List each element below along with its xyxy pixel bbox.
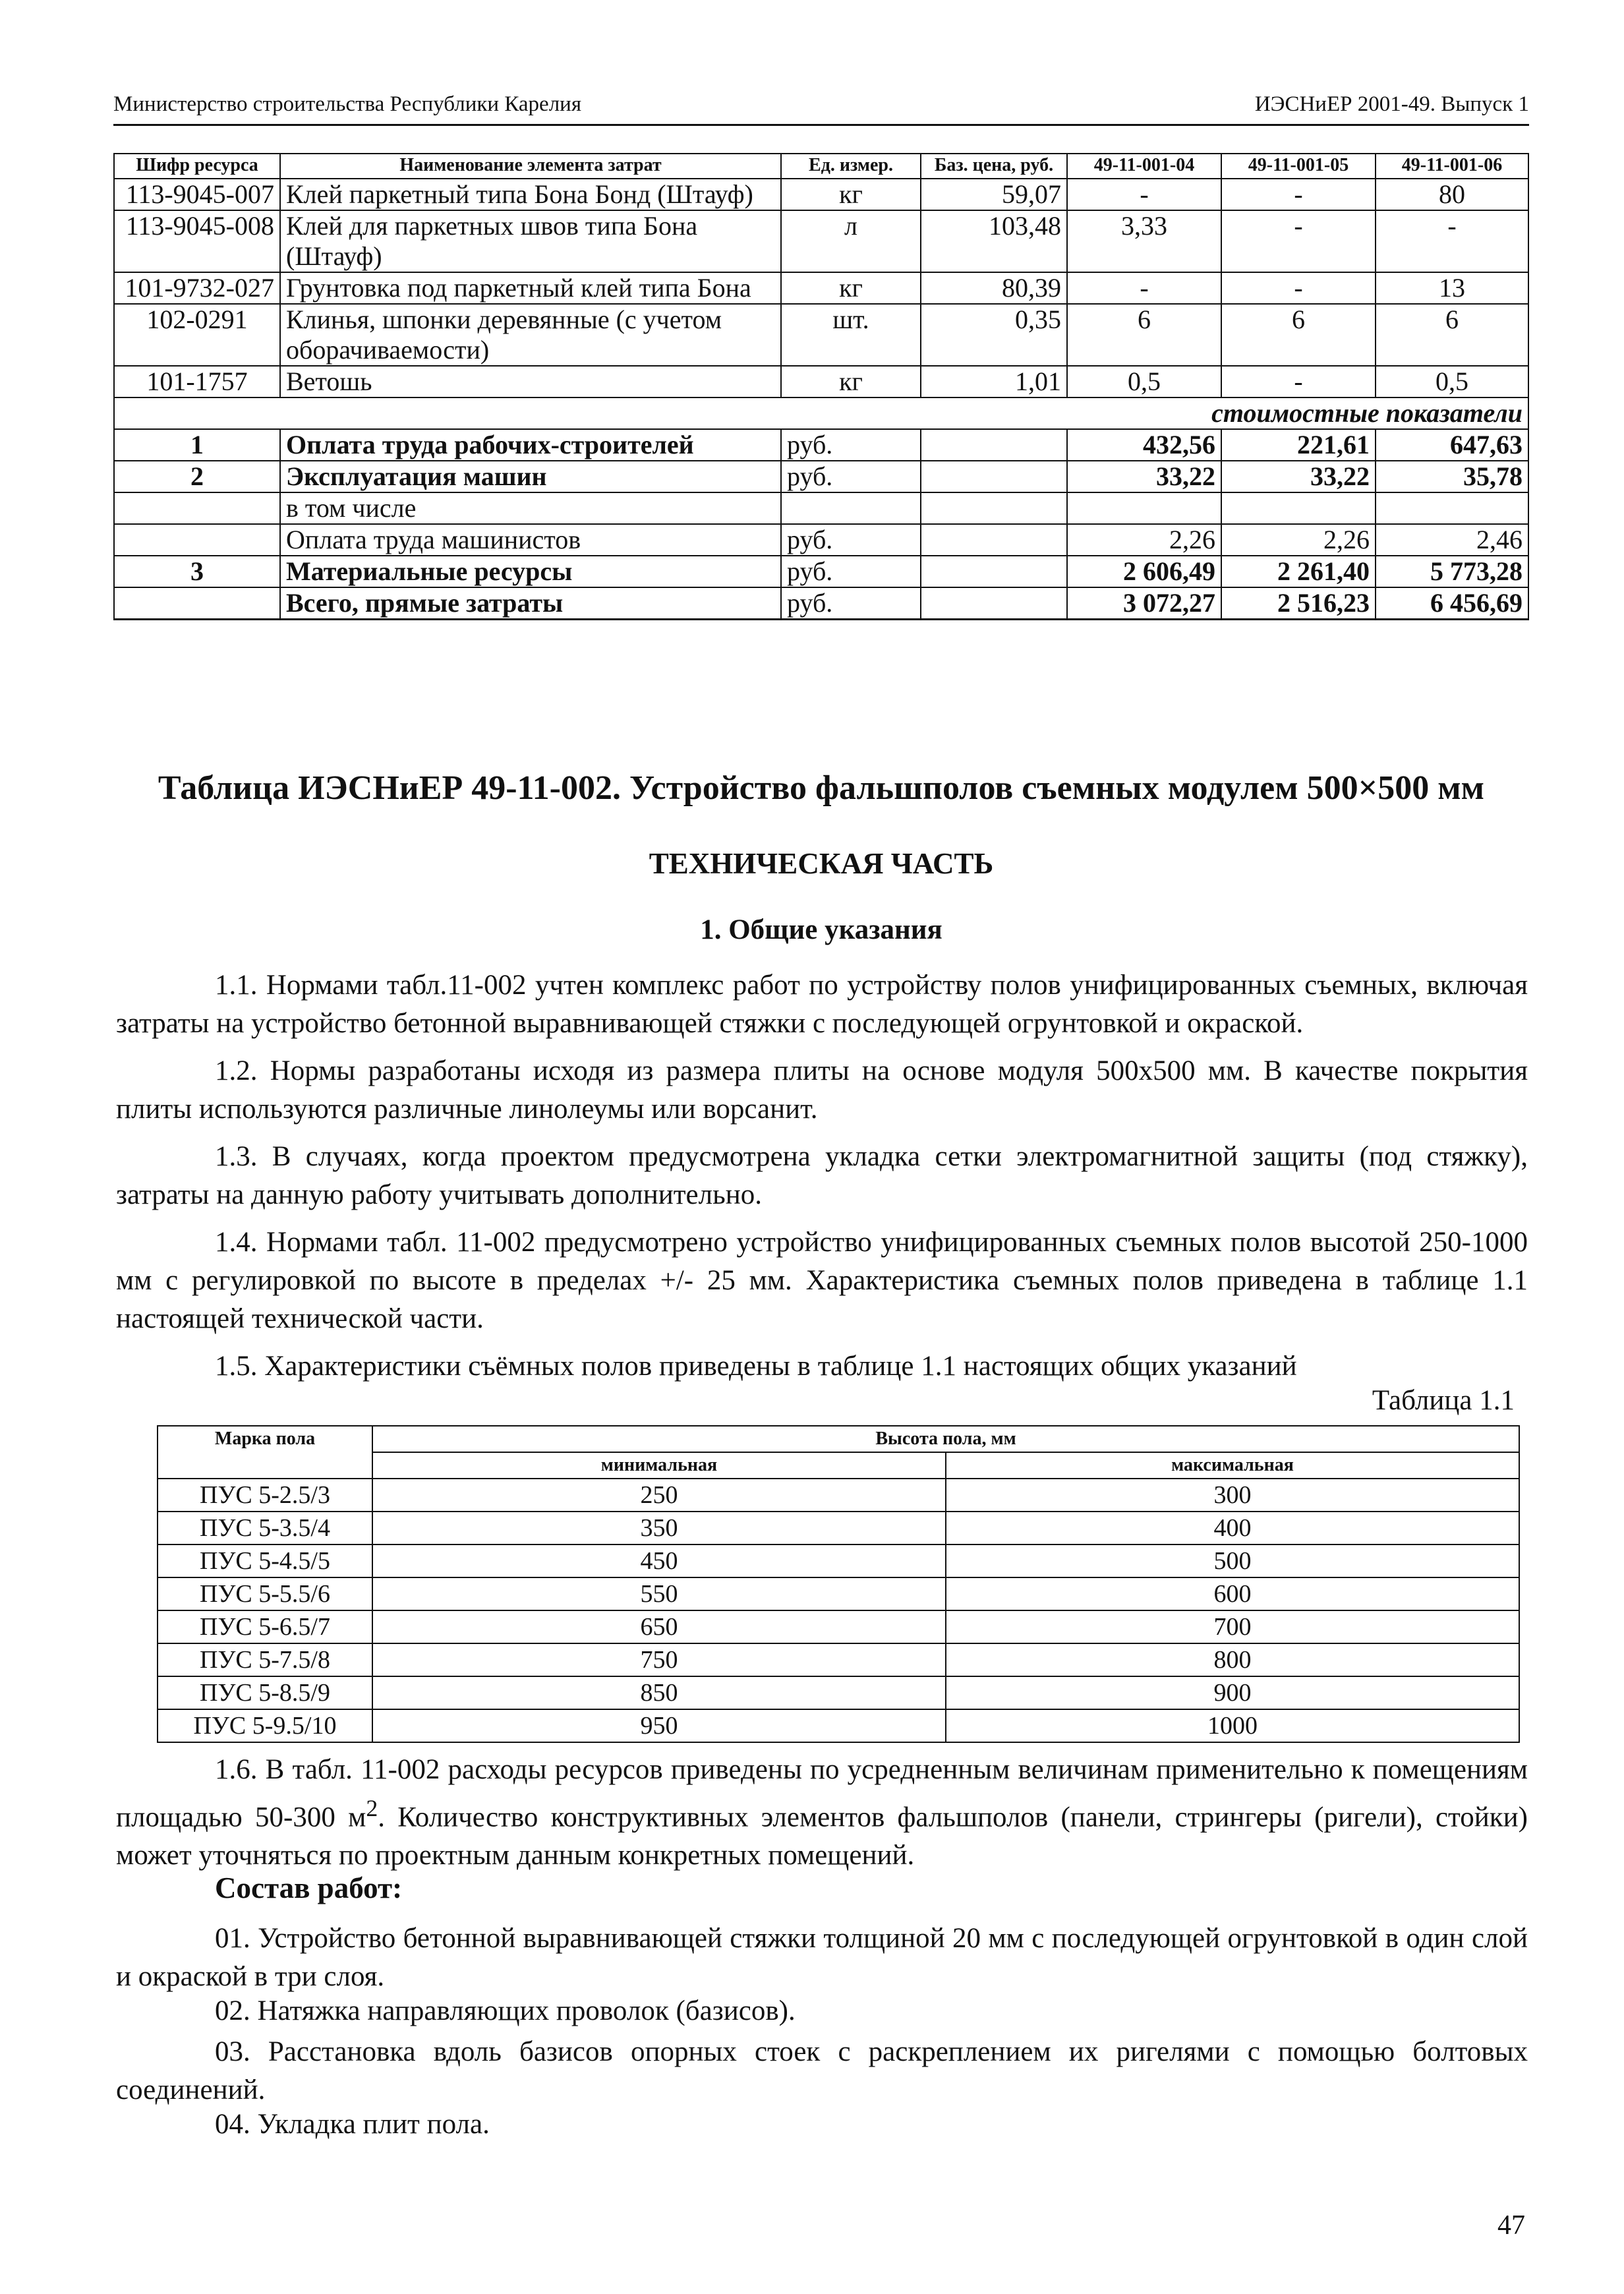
cost-value: 33,22 [1067, 461, 1221, 492]
table-row [114, 556, 1528, 587]
resource-value: - [1221, 272, 1376, 304]
resource-code: 113-9045-007 [114, 179, 280, 210]
resource-value: - [1376, 210, 1528, 272]
table-row [114, 524, 1528, 556]
cost-unit: руб. [781, 429, 921, 461]
resource-unit: кг [781, 179, 921, 210]
floor-min: 950 [372, 1709, 946, 1742]
cost-number: 1 [114, 429, 280, 461]
resource-price: 80,39 [921, 272, 1067, 304]
total-unit: руб. [781, 587, 921, 620]
cost-value: 5 773,28 [1376, 556, 1528, 587]
empty-cell [921, 492, 1067, 524]
floor-min: 450 [372, 1544, 946, 1577]
cost-name: Оплата труда машинистов [280, 524, 781, 556]
resource-unit: кг [781, 272, 921, 304]
total-value: 6 456,69 [1376, 587, 1528, 620]
table-row [158, 1676, 1519, 1709]
resource-value: 6 [1221, 304, 1376, 366]
table-caption: Таблица 1.1 [1372, 1385, 1515, 1416]
empty-cell [114, 587, 280, 620]
paragraph-1-3: 1.3. В случаях, когда проектом предусмотрена укладка сетки электромагнитной защиты (под стяжку), затраты на данную работу учитывать дополнительно. [116, 1141, 1528, 1210]
floor-max: 1000 [946, 1709, 1519, 1742]
resource-value: - [1067, 179, 1221, 210]
work-item: 01. Устройство бетонной выравнивающей стяжки толщиной 20 мм с последующей огрунтовкой в один слой и окраской в три слоя. [116, 1923, 1528, 1992]
cost-name: Эксплуатация машин [280, 461, 781, 492]
section-row [114, 397, 1528, 429]
resource-value: - [1221, 210, 1376, 272]
cost-value: 221,61 [1221, 429, 1376, 461]
col-header-height: Высота пола, мм [372, 1426, 1519, 1452]
col-header: Баз. цена, руб. [921, 154, 1067, 179]
cost-value: 2,26 [1221, 524, 1376, 556]
floor-mark: ПУС 5-2.5/3 [158, 1479, 372, 1512]
floor-table [157, 1425, 1520, 1743]
resource-name: Клей для паркетных швов типа Бона (Штауф) [280, 210, 781, 272]
table-row [114, 272, 1528, 304]
cost-value: 432,56 [1067, 429, 1221, 461]
floor-min: 850 [372, 1676, 946, 1709]
resource-price: 103,48 [921, 210, 1067, 272]
cost-value: 2,26 [1067, 524, 1221, 556]
floor-min: 750 [372, 1643, 946, 1676]
cost-name: Оплата труда рабочих-строителей [280, 429, 781, 461]
empty-cell [921, 556, 1067, 587]
table-row [114, 492, 1528, 524]
section-heading: ТЕХНИЧЕСКАЯ ЧАСТЬ [649, 847, 994, 880]
paragraph-1-1: 1.1. Нормами табл.11-002 учтен комплекс работ по устройству полов унифицированных съемных, включая затраты на устройство бетонной выравнивающей стяжки с последующей огрунтовкой и окраской. [116, 970, 1528, 1039]
resource-unit: шт. [781, 304, 921, 366]
resource-table-header [114, 154, 1528, 179]
header-ministry: Министерство строительства Республики Карелия [113, 92, 582, 116]
resource-price: 0,35 [921, 304, 1067, 366]
col-header: Наименование элемента затрат [280, 154, 781, 179]
resource-value: 0,5 [1376, 366, 1528, 397]
col-header: Шифр ресурса [114, 154, 280, 179]
table-row [114, 210, 1528, 272]
col-header: Ед. измер. [781, 154, 921, 179]
col-header: 49-11-001-04 [1067, 154, 1221, 179]
table-row [158, 1610, 1519, 1643]
floor-mark: ПУС 5-9.5/10 [158, 1709, 372, 1742]
cost-number: 3 [114, 556, 280, 587]
cost-value: 647,63 [1376, 429, 1528, 461]
total-value: 3 072,27 [1067, 587, 1221, 620]
floor-mark: ПУС 5-7.5/8 [158, 1643, 372, 1676]
resource-unit: л [781, 210, 921, 272]
table-row [158, 1544, 1519, 1577]
cost-unit: руб. [781, 556, 921, 587]
header-doc-ref: ИЭСНиЕР 2001-49. Выпуск 1 [1254, 92, 1529, 116]
cost-unit [781, 492, 921, 524]
table-row [158, 1709, 1519, 1742]
cost-value: 33,22 [1221, 461, 1376, 492]
cost-value: 2 606,49 [1067, 556, 1221, 587]
table-row [158, 1512, 1519, 1544]
resource-name: Клей паркетный типа Бона Бонд (Штауф) [280, 179, 781, 210]
cost-number [114, 524, 280, 556]
work-heading: Состав работ: [215, 1871, 403, 1904]
resource-value: 0,5 [1067, 366, 1221, 397]
resource-value: 80 [1376, 179, 1528, 210]
resource-value: - [1221, 179, 1376, 210]
empty-cell [921, 587, 1067, 620]
table-row [114, 179, 1528, 210]
table-row [114, 366, 1528, 397]
total-label: Всего, прямые затраты [280, 587, 781, 620]
table-row [114, 461, 1528, 492]
cost-number: 2 [114, 461, 280, 492]
col-header: 49-11-001-06 [1376, 154, 1528, 179]
page-header [113, 87, 1529, 126]
cost-value [1067, 492, 1221, 524]
floor-max: 700 [946, 1610, 1519, 1643]
page-number: 47 [1497, 2210, 1525, 2241]
paragraph-1-6-text: 1.6. В табл. 11-002 расходы ресурсов приведены по усредненным величинам применительно к помещениям площадью 50-300 м [116, 1754, 1528, 1833]
section-label: стоимостные показатели [114, 397, 1528, 429]
work-item: 03. Расстановка вдоль базисов опорных стоек с раскреплением их ригелями с помощью болтовых соединений. [116, 2036, 1528, 2105]
resource-price: 1,01 [921, 366, 1067, 397]
cost-unit: руб. [781, 461, 921, 492]
cost-value: 2,46 [1376, 524, 1528, 556]
resource-value: 6 [1067, 304, 1221, 366]
resource-value: 13 [1376, 272, 1528, 304]
col-header-mark: Марка пола [158, 1426, 372, 1479]
paragraph-1-4: 1.4. Нормами табл. 11-002 предусмотрено устройство унифицированных съемных полов высотой 250-1000 мм с регулировкой по высоте в пределах +/- 25 мм. Характеристика съемных полов приведена в таблице 1.1 настоящей технической части. [116, 1227, 1528, 1334]
floor-max: 300 [946, 1479, 1519, 1512]
resource-price: 59,07 [921, 179, 1067, 210]
cost-value: 35,78 [1376, 461, 1528, 492]
resource-code: 101-9732-027 [114, 272, 280, 304]
table-row [158, 1643, 1519, 1676]
col-header: 49-11-001-05 [1221, 154, 1376, 179]
paragraph-1-5: 1.5. Характеристики съёмных полов приведены в таблице 1.1 настоящих общих указаний [215, 1351, 1297, 1382]
empty-cell [921, 429, 1067, 461]
col-header-max: максимальная [946, 1452, 1519, 1479]
resource-table [113, 153, 1529, 620]
cost-value: 2 261,40 [1221, 556, 1376, 587]
superscript: 2 [366, 1795, 378, 1821]
floor-min: 550 [372, 1577, 946, 1610]
cost-value [1221, 492, 1376, 524]
resource-name: Клинья, шпонки деревянные (с учетом оборачиваемости) [280, 304, 781, 366]
floor-max: 400 [946, 1512, 1519, 1544]
resource-code: 102-0291 [114, 304, 280, 366]
resource-code: 101-1757 [114, 366, 280, 397]
cost-name: в том числе [280, 492, 781, 524]
resource-value: - [1221, 366, 1376, 397]
paragraph-1-6 [116, 1751, 1528, 1875]
floor-mark: ПУС 5-6.5/7 [158, 1610, 372, 1643]
empty-cell [921, 524, 1067, 556]
subsection-heading: 1. Общие указания [700, 914, 942, 945]
table-title: Таблица ИЭСНиЕР 49-11-002. Устройство фальшполов съемных модулем 500×500 мм [158, 769, 1485, 807]
floor-mark: ПУС 5-5.5/6 [158, 1577, 372, 1610]
resource-value: 3,33 [1067, 210, 1221, 272]
empty-cell [921, 461, 1067, 492]
floor-min: 650 [372, 1610, 946, 1643]
table-row [158, 1577, 1519, 1610]
resource-name: Грунтовка под паркетный клей типа Бона [280, 272, 781, 304]
resource-value: - [1067, 272, 1221, 304]
resource-unit: кг [781, 366, 921, 397]
floor-max: 500 [946, 1544, 1519, 1577]
table-row [114, 304, 1528, 366]
cost-unit: руб. [781, 524, 921, 556]
floor-max: 900 [946, 1676, 1519, 1709]
resource-name: Ветошь [280, 366, 781, 397]
total-row [114, 587, 1528, 620]
floor-mark: ПУС 5-3.5/4 [158, 1512, 372, 1544]
table-row [158, 1479, 1519, 1512]
floor-min: 350 [372, 1512, 946, 1544]
floor-mark: ПУС 5-8.5/9 [158, 1676, 372, 1709]
cost-name: Материальные ресурсы [280, 556, 781, 587]
work-item: 04. Укладка плит пола. [215, 2109, 490, 2140]
paragraph-1-2: 1.2. Нормы разработаны исходя из размера плиты на основе модуля 500х500 мм. В качестве покрытия плиты используются различные линолеумы или ворсанит. [116, 1055, 1528, 1125]
resource-code: 113-9045-008 [114, 210, 280, 272]
cost-number [114, 492, 280, 524]
table-row [114, 429, 1528, 461]
col-header-min: минимальная [372, 1452, 946, 1479]
cost-value [1376, 492, 1528, 524]
resource-value: 6 [1376, 304, 1528, 366]
work-item: 02. Натяжка направляющих проволок (базисов). [215, 1995, 796, 2026]
floor-max: 600 [946, 1577, 1519, 1610]
floor-max: 800 [946, 1643, 1519, 1676]
floor-mark: ПУС 5-4.5/5 [158, 1544, 372, 1577]
floor-min: 250 [372, 1479, 946, 1512]
paragraph-1-6-rest: . Количество конструктивных элементов фальшполов (панели, стрингеры (ригели), стойки) может уточняться по проектным данным конкретных помещений. [116, 1802, 1528, 1871]
total-value: 2 516,23 [1221, 587, 1376, 620]
